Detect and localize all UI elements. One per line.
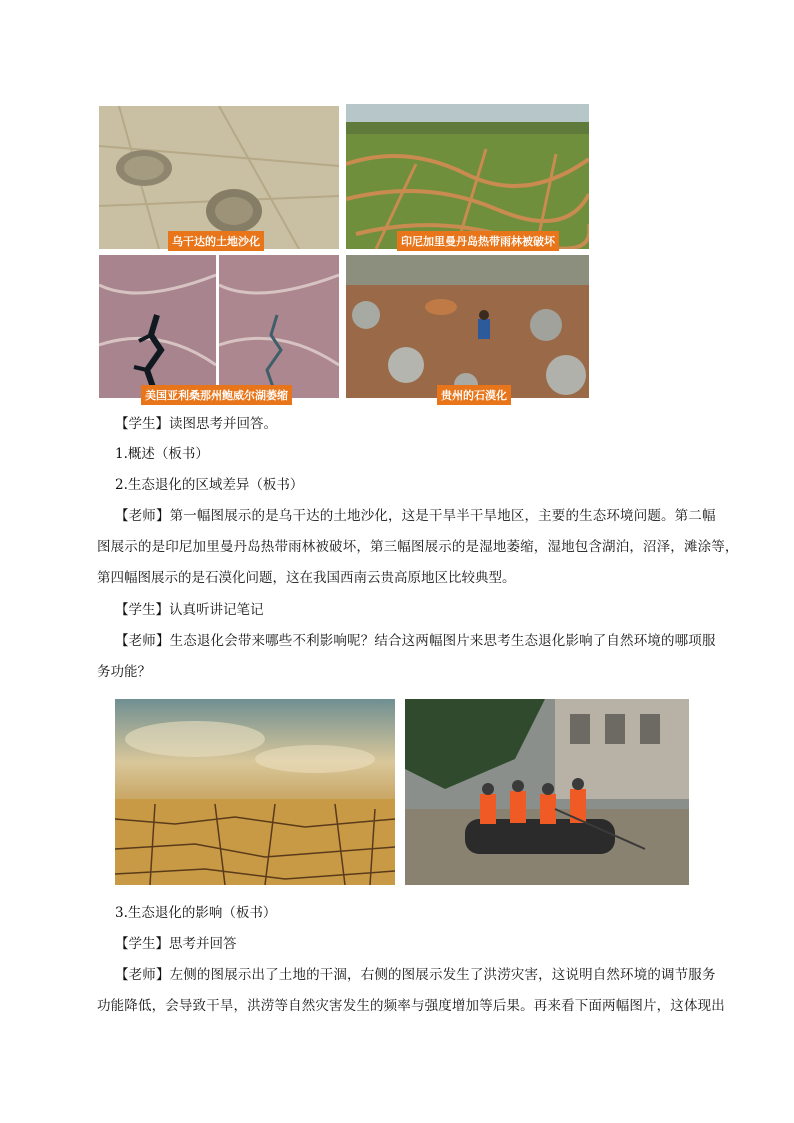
teacher-paragraph-3-line-1: 【老师】左侧的图展示出了土地的干涸，右侧的图展示发生了洪涝灾害，这说明自然环境的调节服务 [115,967,716,983]
uganda-desertification-photo [99,106,339,249]
indonesia-rainforest-photo [346,104,589,249]
guizhou-caption: 贵州的石漠化 [437,385,511,405]
teacher-paragraph-3-line-2: 功能降低，会导致干旱，洪涝等自然灾害发生的频率与强度增加等后果。再来看下面两幅图片，这体现出 [97,998,725,1014]
arizona-caption: 美国亚利桑那州鲍威尔湖萎缩 [141,385,292,405]
board-note-2: 2.生态退化的区域差异（板书） [115,477,304,493]
board-note-3: 3.生态退化的影响（板书） [115,905,277,921]
guizhou-rocky-desertification-photo [346,255,589,398]
teacher-paragraph-1-line-1: 【老师】第一幅图展示的是乌干达的土地沙化，这是干旱半干旱地区，主要的生态环境问题。第二幅 [115,508,716,524]
teacher-paragraph-1-line-3: 第四幅图展示的是石漠化问题，这在我国西南云贵高原地区比较典型。 [97,570,516,586]
indonesia-caption: 印尼加里曼丹岛热带雨林被破坏 [397,231,559,251]
teacher-paragraph-1-line-2: 图展示的是印尼加里曼丹岛热带雨林被破坏，第三幅图展示的是湿地萎缩，湿地包含湖泊，沼泽，滩涂等， [97,539,739,555]
student-response-1: 【学生】读图思考并回答。 [115,416,277,432]
drought-cracked-earth-photo [115,699,395,885]
teacher-paragraph-2-line-1: 【老师】生态退化会带来哪些不利影响呢？结合这两幅图片来思考生态退化影响了自然环境的哪项服 [115,633,716,649]
student-response-3: 【学生】思考并回答 [115,936,237,952]
board-note-1: 1.概述（板书） [115,446,209,462]
uganda-caption: 乌干达的土地沙化 [168,231,264,251]
lake-powell-photo-after [219,255,339,398]
student-response-2: 【学生】认真听讲记笔记 [115,602,264,618]
teacher-paragraph-2-line-2: 务功能？ [97,664,151,680]
flood-rescue-photo [405,699,689,885]
lake-powell-photo-before [99,255,216,398]
